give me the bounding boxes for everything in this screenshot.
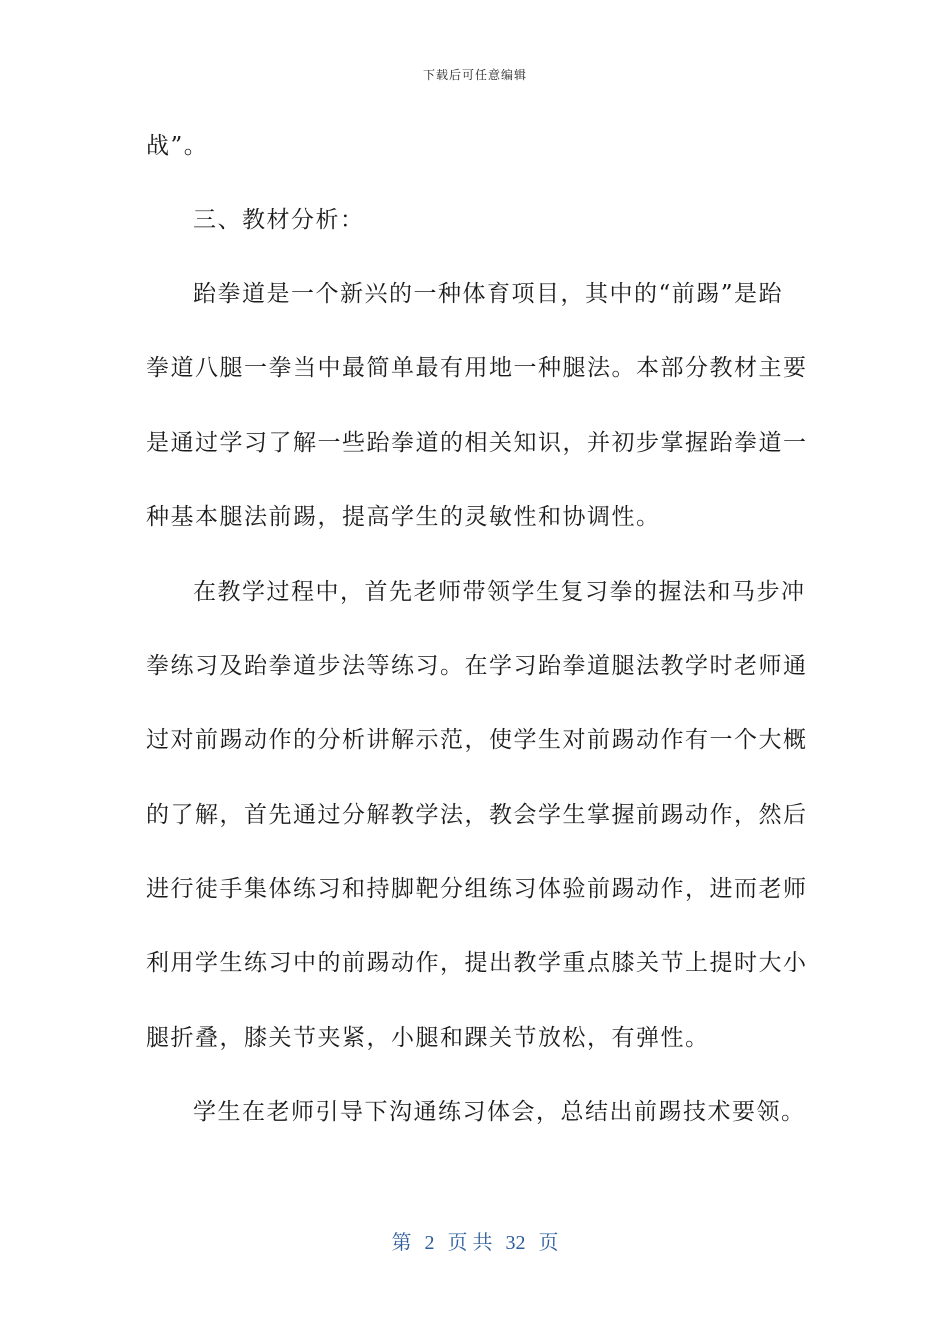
text-line: 利用学生练习中的前踢动作，提出教学重点膝关节上提时大小 xyxy=(146,950,808,976)
text-line: 跆拳道是一个新兴的一种体育项目，其中的“前踢”是跆 xyxy=(193,281,784,307)
text-line: 种基本腿法前踢，提高学生的灵敏性和协调性。 xyxy=(146,504,661,530)
footer-current-page: 2 xyxy=(424,1232,435,1254)
text-line: 是通过学习了解一些跆拳道的相关知识，并初步掌握跆拳道一 xyxy=(146,430,808,456)
footer-prefix: 第 xyxy=(391,1232,412,1254)
text-line: 战”。 xyxy=(146,133,209,159)
text-line: 学生在老师引导下沟通练习体会，总结出前踢技术要领。 xyxy=(193,1099,806,1125)
header-note: 下载后可任意编辑 xyxy=(422,68,527,82)
text-line: 拳练习及跆拳道步法等练习。在学习跆拳道腿法教学时老师通 xyxy=(146,653,808,679)
page-footer xyxy=(0,1226,950,1255)
text-line: 进行徒手集体练习和持脚靶分组练习体验前踢动作，进而老师 xyxy=(146,876,808,902)
text-line: 的了解，首先通过分解教学法，教会学生掌握前踢动作，然后 xyxy=(146,802,808,828)
footer-total-pages: 32 xyxy=(505,1232,526,1254)
text-line: 在教学过程中，首先老师带领学生复习拳的握法和马步冲 xyxy=(193,579,806,605)
text-line: 腿折叠，膝关节夹紧，小腿和踝关节放松，有弹性。 xyxy=(146,1025,710,1051)
footer-suffix: 页 xyxy=(538,1232,559,1254)
section-heading: 三、教材分析： xyxy=(193,207,365,233)
text-line: 过对前踢动作的分析讲解示范，使学生对前踢动作有一个大概 xyxy=(146,727,808,753)
footer-middle: 页 共 xyxy=(447,1232,493,1254)
text-line: 拳道八腿一拳当中最简单最有用地一种腿法。本部分教材主要 xyxy=(146,355,808,381)
